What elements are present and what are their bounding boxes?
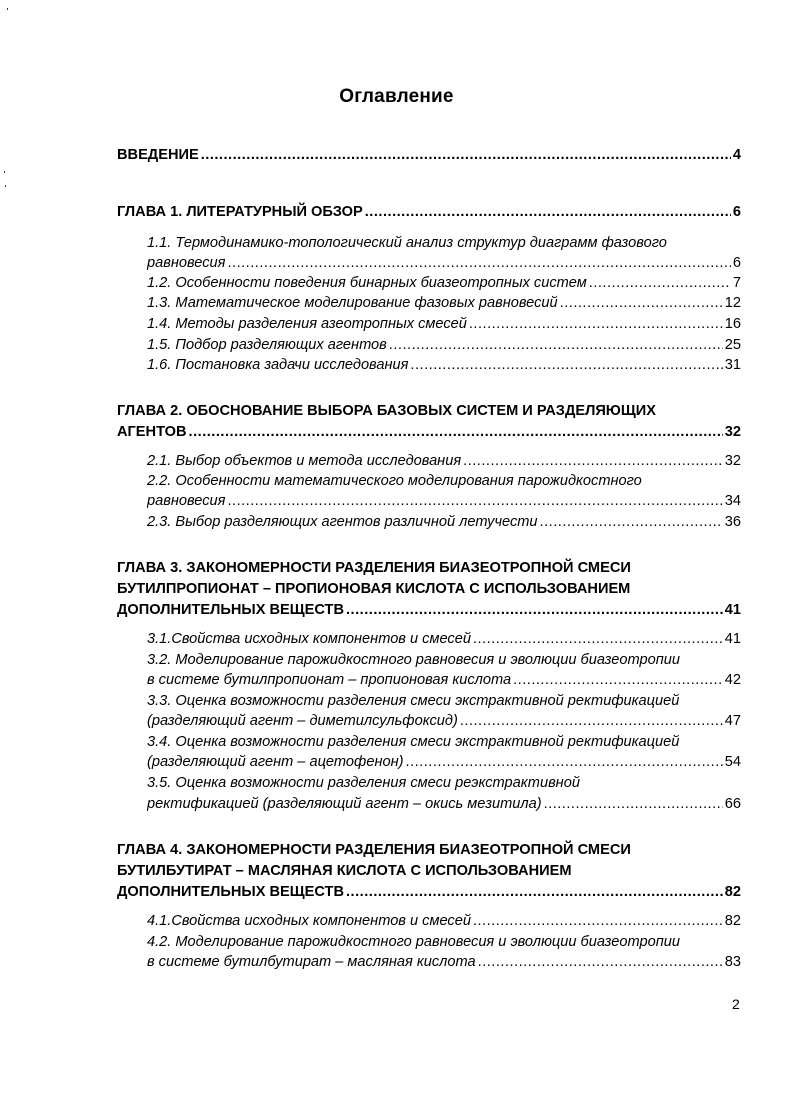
toc-entry-text: в системе бутилбутират – масляная кислота bbox=[147, 954, 476, 970]
toc-entry-text: 3.4. Оценка возможности разделения смеси экстрактивной ректификацией bbox=[147, 734, 680, 750]
toc-page-number: 31 bbox=[724, 357, 741, 373]
toc-entry-1-2[interactable] bbox=[147, 273, 741, 293]
toc-entry-1-6[interactable] bbox=[147, 355, 741, 375]
toc-entry-chapter-4-line2[interactable] bbox=[117, 861, 741, 881]
toc-page-number: 83 bbox=[724, 954, 741, 970]
toc-entry-3-5-line1[interactable] bbox=[147, 773, 741, 793]
toc-entry-chapter-3-line1[interactable] bbox=[117, 558, 741, 578]
toc-entry-1-3[interactable] bbox=[147, 293, 741, 313]
toc-entry-4-2-line1[interactable] bbox=[147, 932, 741, 952]
toc-entry-chapter-1[interactable] bbox=[117, 202, 741, 222]
toc-entry-2-2[interactable] bbox=[147, 491, 741, 511]
toc-entry-text: ВВЕДЕНИЕ bbox=[117, 147, 199, 163]
toc-entry-text: в системе бутилпропионат – пропионовая кислота bbox=[147, 672, 512, 688]
toc-entry-3-1[interactable] bbox=[147, 629, 741, 649]
toc-entry-text: 4.2. Моделирование парожидкостного равновесия и эволюции биазеотропии bbox=[147, 934, 681, 950]
dot-leader bbox=[560, 293, 723, 313]
toc-page-number: 4 bbox=[732, 147, 741, 163]
dot-leader bbox=[478, 952, 723, 972]
toc-page-number: 6 bbox=[732, 204, 741, 220]
dot-leader bbox=[227, 253, 730, 273]
dot-leader bbox=[463, 451, 723, 471]
toc-entry-chapter-2-line1[interactable] bbox=[117, 401, 741, 421]
dot-leader bbox=[406, 752, 723, 772]
dot-leader bbox=[365, 202, 731, 222]
dot-leader bbox=[513, 670, 723, 690]
toc-entry-text: 1.4. Методы разделения азеотропных смесей bbox=[147, 316, 467, 332]
toc-entry-3-4-line1[interactable] bbox=[147, 732, 741, 752]
toc-entry-1-4[interactable] bbox=[147, 314, 741, 334]
toc-entry-3-5[interactable] bbox=[147, 794, 741, 814]
toc-page-number: 12 bbox=[724, 295, 741, 311]
toc-entry-2-3[interactable] bbox=[147, 512, 741, 532]
toc-entry-chapter-4-line1[interactable] bbox=[117, 840, 741, 860]
toc-entry-text: БУТИЛПРОПИОНАТ – ПРОПИОНОВАЯ КИСЛОТА С ИСПОЛЬЗОВАНИЕМ bbox=[117, 581, 631, 597]
toc-entry-text: БУТИЛБУТИРАТ – МАСЛЯНАЯ КИСЛОТА С ИСПОЛЬЗОВАНИЕМ bbox=[117, 863, 572, 879]
toc-entry-text: 3.5. Оценка возможности разделения смеси реэкстрактивной bbox=[147, 775, 580, 791]
toc-entry-text: 3.2. Моделирование парожидкостного равновесия и эволюции биазеотропии bbox=[147, 652, 681, 668]
toc-page-number: 82 bbox=[724, 913, 741, 929]
toc-entry-text: ГЛАВА 4. ЗАКОНОМЕРНОСТИ РАЗДЕЛЕНИЯ БИАЗЕОТРОПНОЙ СМЕСИ bbox=[117, 842, 631, 858]
dot-leader bbox=[410, 355, 722, 375]
toc-entry-3-2-line1[interactable] bbox=[147, 650, 741, 670]
toc-entry-2-1[interactable] bbox=[147, 451, 741, 471]
toc-page-number: 7 bbox=[732, 275, 741, 291]
dot-leader bbox=[469, 314, 723, 334]
dot-leader bbox=[544, 794, 723, 814]
toc-entry-intro[interactable] bbox=[117, 145, 741, 165]
toc-entry-text: ГЛАВА 2. ОБОСНОВАНИЕ ВЫБОРА БАЗОВЫХ СИСТЕМ И РАЗДЕЛЯЮЩИХ bbox=[117, 403, 656, 419]
toc-page-number: 25 bbox=[724, 337, 741, 353]
dot-leader bbox=[189, 422, 723, 442]
page-title: Оглавление bbox=[339, 86, 454, 107]
dot-leader bbox=[473, 911, 723, 931]
toc-page-number: 54 bbox=[724, 754, 741, 770]
toc-entry-text: 1.3. Математическое моделирование фазовых равновесий bbox=[147, 295, 558, 311]
toc-entry-text: 2.1. Выбор объектов и метода исследования bbox=[147, 453, 462, 469]
toc-page-number: 42 bbox=[724, 672, 741, 688]
toc-page-number: 6 bbox=[732, 255, 741, 271]
toc-page-number: 32 bbox=[724, 453, 741, 469]
toc-entry-text: равновесия bbox=[147, 255, 226, 271]
page-number: 2 bbox=[732, 996, 740, 1012]
dot-leader bbox=[460, 711, 723, 731]
toc-entry-3-3-line1[interactable] bbox=[147, 691, 741, 711]
toc-entry-text: (разделяющий агент – ацетофенон) bbox=[147, 754, 404, 770]
toc-page-number: 32 bbox=[724, 424, 741, 440]
toc-entry-3-4[interactable] bbox=[147, 752, 741, 772]
toc-page-number: 41 bbox=[724, 602, 741, 618]
toc-entry-text: ГЛАВА 1. ЛИТЕРАТУРНЫЙ ОБЗОР bbox=[117, 204, 363, 220]
toc-entry-2-2-line1[interactable] bbox=[147, 471, 741, 491]
toc-entry-text: 4.1.Свойства исходных компонентов и смесей bbox=[147, 913, 471, 929]
toc-entry-3-2[interactable] bbox=[147, 670, 741, 690]
toc-entry-text: ГЛАВА 3. ЗАКОНОМЕРНОСТИ РАЗДЕЛЕНИЯ БИАЗЕОТРОПНОЙ СМЕСИ bbox=[117, 560, 631, 576]
toc-entry-chapter-3[interactable] bbox=[117, 600, 741, 620]
dot-leader bbox=[473, 629, 723, 649]
toc-entry-4-1[interactable] bbox=[147, 911, 741, 931]
toc-page-number: 82 bbox=[724, 884, 741, 900]
toc-page-number: 36 bbox=[724, 514, 741, 530]
dot-leader bbox=[201, 145, 731, 165]
toc-entry-text: АГЕНТОВ bbox=[117, 424, 187, 440]
toc-page-number: 16 bbox=[724, 316, 741, 332]
toc-entry-text: 3.1.Свойства исходных компонентов и смесей bbox=[147, 631, 471, 647]
toc-page-number: 47 bbox=[724, 713, 741, 729]
toc-entry-text: ДОПОЛНИТЕЛЬНЫХ ВЕЩЕСТВ bbox=[117, 884, 344, 900]
toc-entry-text: 1.5. Подбор разделяющих агентов bbox=[147, 337, 387, 353]
toc-entry-3-3[interactable] bbox=[147, 711, 741, 731]
toc-entry-4-2[interactable] bbox=[147, 952, 741, 972]
toc-page-number: 66 bbox=[724, 796, 741, 812]
toc-page-number: 41 bbox=[724, 631, 741, 647]
toc-entry-text: ДОПОЛНИТЕЛЬНЫХ ВЕЩЕСТВ bbox=[117, 602, 344, 618]
toc-entry-text: 1.1. Термодинамико-топологический анализ структур диаграмм фазового bbox=[147, 235, 667, 251]
toc-entry-1-5[interactable] bbox=[147, 335, 741, 355]
dot-leader bbox=[589, 273, 731, 293]
toc-page-number: 34 bbox=[724, 493, 741, 509]
dot-leader bbox=[346, 882, 723, 902]
toc-entry-text: ректификацией (разделяющий агент – окись мезитила) bbox=[147, 796, 542, 812]
dot-leader bbox=[389, 335, 723, 355]
toc-entry-chapter-4[interactable] bbox=[117, 882, 741, 902]
toc-entry-text: 3.3. Оценка возможности разделения смеси экстрактивной ректификацией bbox=[147, 693, 680, 709]
dot-leader bbox=[346, 600, 723, 620]
toc-entry-text: 2.2. Особенности математического моделирования парожидкостного bbox=[147, 473, 642, 489]
toc-entry-chapter-3-line2[interactable] bbox=[117, 579, 741, 599]
dot-leader bbox=[227, 491, 722, 511]
toc-entry-chapter-2[interactable] bbox=[117, 422, 741, 442]
toc-entry-text: 1.6. Постановка задачи исследования bbox=[147, 357, 409, 373]
toc-entry-text: 2.3. Выбор разделяющих агентов различной летучести bbox=[147, 514, 538, 530]
dot-leader bbox=[540, 512, 723, 532]
toc-entry-text: 1.2. Особенности поведения бинарных биазеотропных систем bbox=[147, 275, 587, 291]
toc-entry-text: равновесия bbox=[147, 493, 226, 509]
toc-entry-text: (разделяющий агент – диметилсульфоксид) bbox=[147, 713, 458, 729]
toc-entry-1-1-line1[interactable] bbox=[147, 233, 741, 253]
toc-entry-1-1[interactable] bbox=[147, 253, 741, 273]
